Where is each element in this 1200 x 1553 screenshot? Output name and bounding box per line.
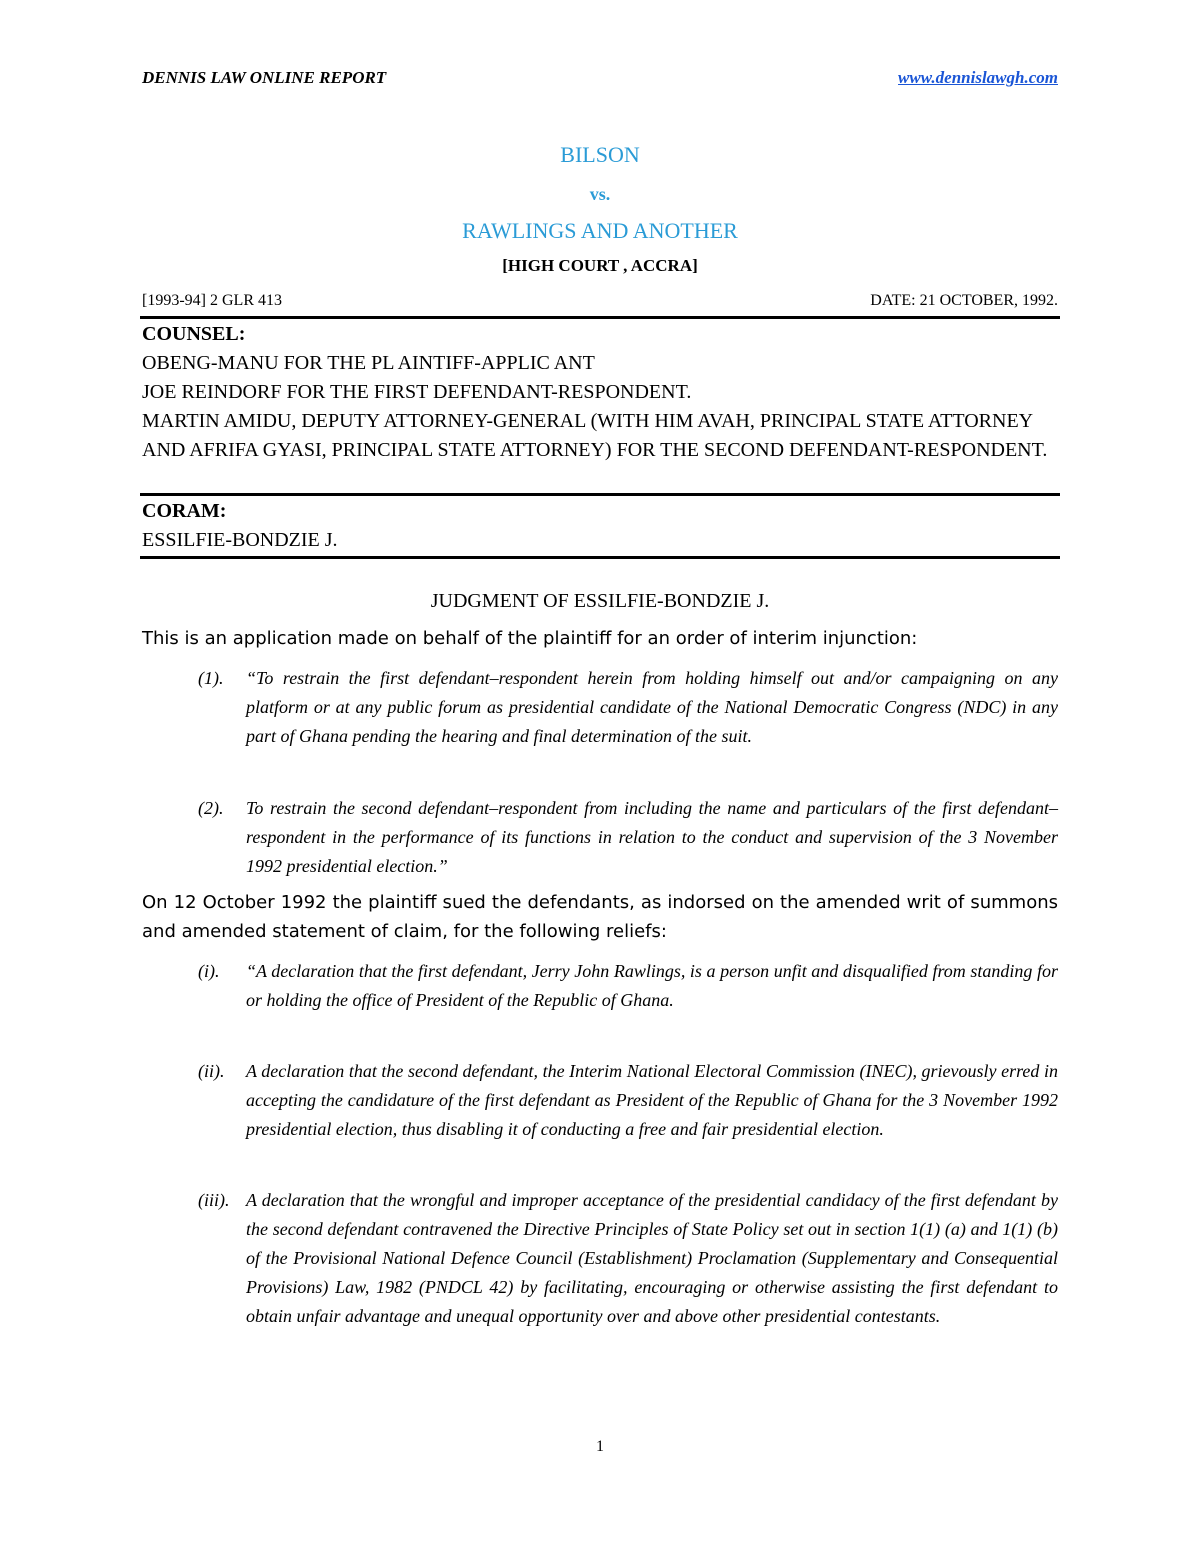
page-number: 1 (596, 1438, 604, 1455)
judgment-title: JUDGMENT OF ESSILFIE-BONDZIE J. (430, 590, 770, 612)
order-item (198, 794, 1058, 876)
publisher-name: DENNIS LAW ONLINE REPORT (142, 68, 387, 87)
divider (140, 316, 1060, 319)
relief-text: A declaration that the second defendant, the Interim National Electoral Commission (INEC), grievously erred in accepting the candidature of the first defendant as President of the Republic of Ghana for the 3 November 1992 presidential election, thus disabling it of conducting a free and fair presidential election. (246, 1061, 1058, 1139)
website-link[interactable]: www.dennislawgh.com (898, 68, 1058, 87)
relief-text: A declaration that the wrongful and improper acceptance of the presidential candidacy of the first defendant by the second defendant contravened the Directive Principles of State Policy set out in section 1(1) (a) and 1(1) (b) of the Provisional National Defence Council (Establishment) Proclamation (Supplementary and Consequential Provisions) Law, 1982 (PNDCL 42) by facilitating, encouraging or otherwise assisting the first defendant to obtain unfair advantage and unequal opportunity over and above other presidential contestants. (246, 1190, 1058, 1326)
court-name: [HIGH COURT , ACCRA] (502, 256, 698, 275)
versus-label: vs. (589, 184, 611, 204)
relief-number: (ii). (198, 1061, 225, 1081)
relief-item (198, 1057, 1058, 1139)
relief-item (198, 1186, 1058, 1326)
counsel-line: JOE REINDORF FOR THE FIRST DEFENDANT-RESPONDENT. (142, 381, 692, 403)
plaintiff-name: BILSON (560, 142, 640, 167)
order-number: (2). (198, 798, 224, 818)
defendants-name: RAWLINGS AND ANOTHER (462, 218, 738, 243)
order-text: “To restrain the first defendant–respondent herein from holding himself out and/or campaigning on any platform or at any public forum as presidential candidate of the National Democratic Congress (NDC) in any part of Ghana pending the hearing and final determination of the suit. (246, 668, 1058, 746)
coram-judge: ESSILFIE-BONDZIE J. (142, 529, 338, 551)
coram-heading: CORAM: (142, 500, 227, 522)
coram-section (142, 497, 1058, 555)
order-text: To restrain the second defendant–respondent from including the name and particulars of the first defendant–respondent in the performance of its functions in relation to the conduct and supervision of the 3 November 1992 presidential election.” (246, 798, 1058, 876)
relief-item (198, 957, 1058, 1010)
intro-paragraph: This is an application made on behalf of the plaintiff for an order of interim injunction: (142, 628, 918, 649)
relief-number: (i). (198, 961, 220, 981)
divider (140, 493, 1060, 496)
counsel-section (142, 320, 1058, 465)
counsel-heading: COUNSEL: (142, 323, 246, 345)
citation-row (142, 292, 1058, 310)
counsel-line: MARTIN AMIDU, DEPUTY ATTORNEY-GENERAL (WITH HIM AVAH, PRINCIPAL STATE ATTORNEY AND AFRIFA GYASI, PRINCIPAL STATE ATTORNEY) FOR THE SECOND DEFENDANT-RESPONDENT. (142, 410, 1048, 461)
divider (140, 556, 1060, 559)
order-item (198, 664, 1058, 746)
relief-number: (iii). (198, 1190, 230, 1210)
judgment-date: DATE: 21 OCTOBER, 1992. (870, 292, 1058, 309)
order-number: (1). (198, 668, 224, 688)
reliefs-paragraph: On 12 October 1992 the plaintiff sued the defendants, as indorsed on the amended writ of summons and amended statement of claim, for the following reliefs: (142, 892, 1058, 942)
counsel-line: OBENG-MANU FOR THE PL AINTIFF-APPLIC ANT (142, 352, 595, 374)
citation: [1993-94] 2 GLR 413 (142, 292, 282, 309)
relief-text: “A declaration that the first defendant, Jerry John Rawlings, is a person unfit and disqualified from standing for or holding the office of President of the Republic of Ghana. (246, 961, 1058, 1010)
